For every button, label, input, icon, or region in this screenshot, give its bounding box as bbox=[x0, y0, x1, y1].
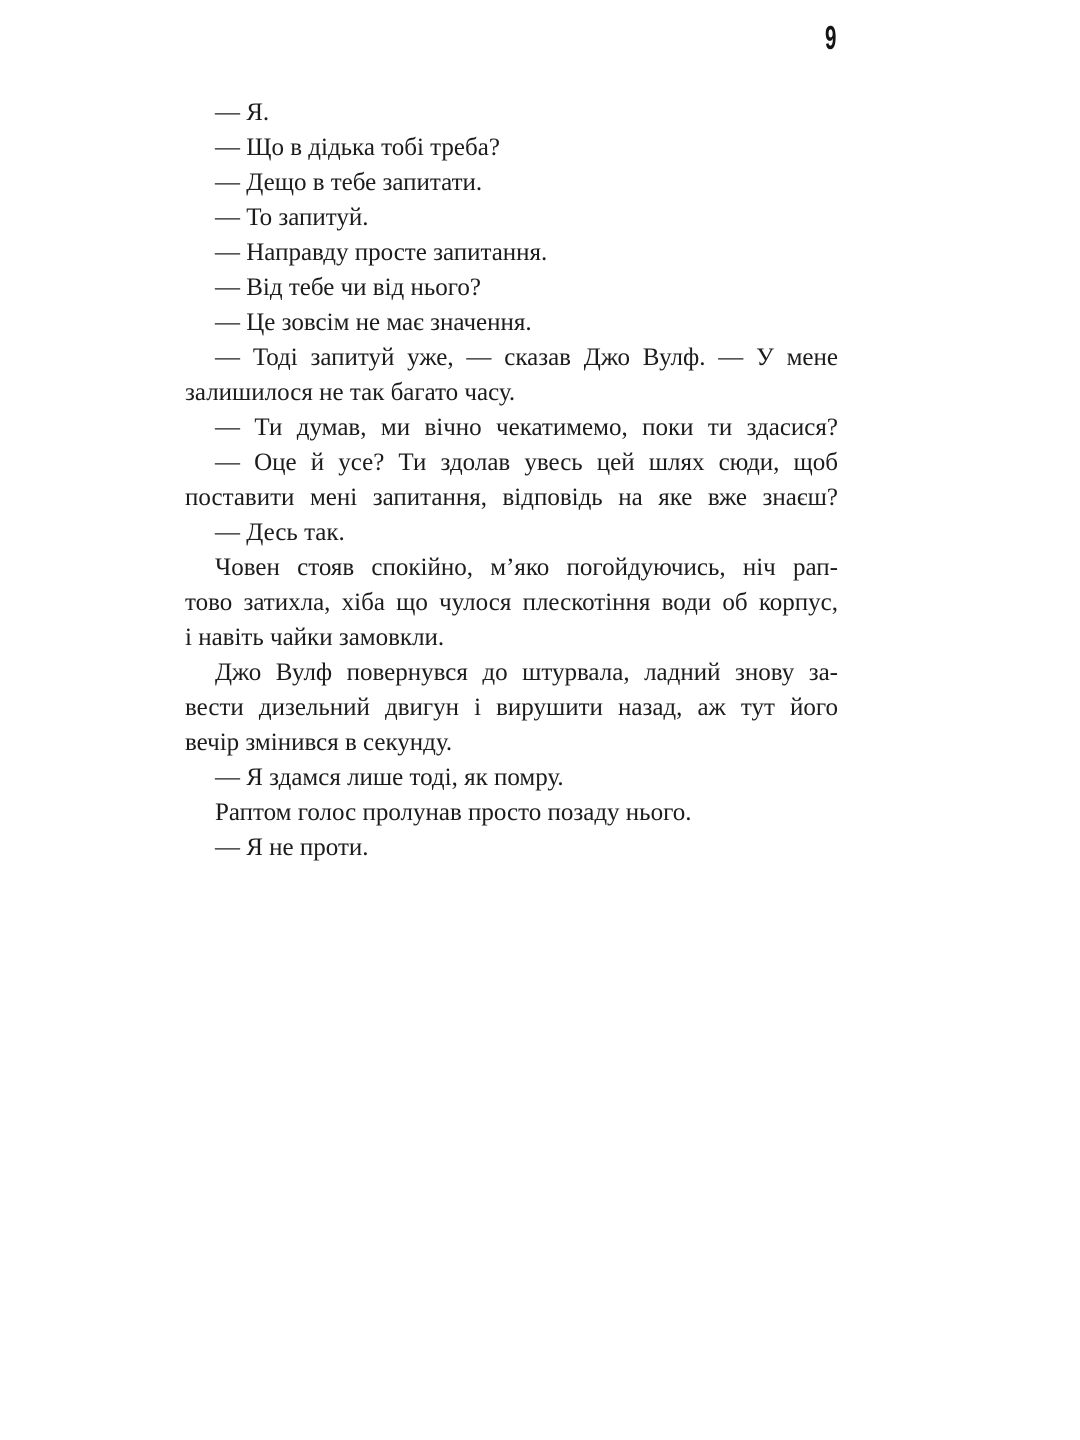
text-line: — То запитуй. bbox=[215, 204, 369, 231]
text-line: — Що в дідька тобі треба? bbox=[215, 134, 500, 161]
text-line: — Тоді запитуй уже, — сказав Джо Вулф. — У мене bbox=[215, 344, 838, 371]
text-line: — Направду просте запитання. bbox=[215, 239, 548, 266]
text-line: — Я. bbox=[215, 99, 270, 126]
text-line: — Від тебе чи від нього? bbox=[215, 274, 482, 301]
text-line: залишилося не так багато часу. bbox=[185, 379, 516, 406]
text-line: — Оце й усе? Ти здолав увесь цей шлях сюди, щоб bbox=[215, 449, 838, 476]
text-line: і навіть чайки замовкли. bbox=[185, 624, 445, 651]
text-line: Човен стояв спокійно, м’яко погойдуючись, ніч рап- bbox=[215, 554, 838, 581]
text-line: Раптом голос пролунав просто позаду нього. bbox=[215, 799, 692, 826]
text-line: — Я не проти. bbox=[215, 834, 369, 861]
text-line: — Я здамся лише тоді, як помру. bbox=[215, 764, 564, 791]
text-line: Джо Вулф повернувся до штурвала, ладний знову за- bbox=[215, 659, 838, 686]
text-line: вечір змінився в секунду. bbox=[185, 729, 453, 756]
text-line: поставити мені запитання, відповідь на яке вже знаєш? bbox=[185, 484, 838, 511]
text-line: — Це зовсім не має значення. bbox=[215, 309, 532, 336]
page-number: 9 bbox=[824, 19, 836, 56]
text-line: — Дещо в тебе запитати. bbox=[215, 169, 483, 196]
text-line: — Десь так. bbox=[215, 519, 345, 546]
page-text bbox=[185, 95, 838, 865]
text-line: вести дизельний двигун і вирушити назад, аж тут його bbox=[185, 694, 838, 721]
text-line: тово затихла, хіба що чулося плескотіння води об корпус, bbox=[185, 589, 838, 616]
text-line: — Ти думав, ми вічно чекатимемо, поки ти здасися? bbox=[215, 414, 838, 441]
